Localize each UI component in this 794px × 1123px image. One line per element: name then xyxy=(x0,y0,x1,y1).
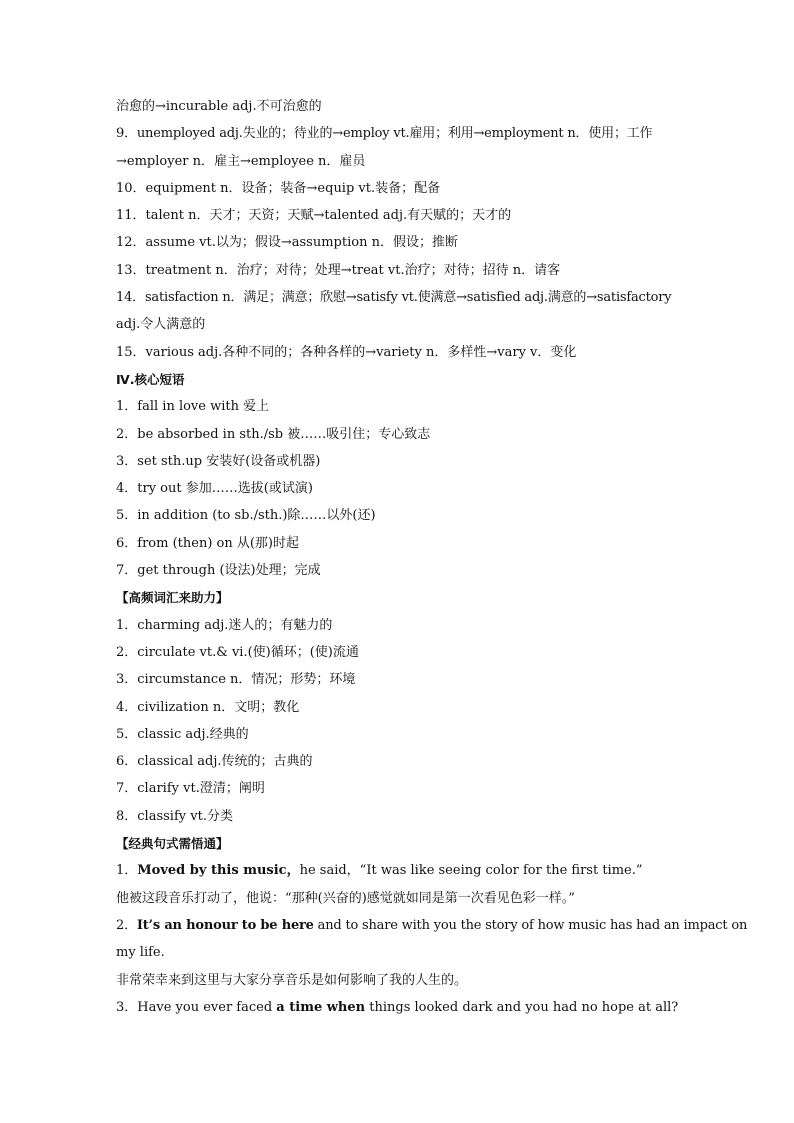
document-body xyxy=(116,93,748,1021)
phrase-item-2: 2．be absorbed in sth./sb 被……吸引住；专心致志 xyxy=(116,426,431,442)
sentence-2-continued: my life. xyxy=(116,945,165,961)
vocab-item-15: 15．various adj.各种不同的；各种各样的→variety n．多样性→vary v．变化 xyxy=(116,344,577,360)
phrase-item-5: 5．in addition (to sb./sth.)除……以外(还) xyxy=(116,508,376,524)
boost-item-5: 5．classic adj.经典的 xyxy=(116,726,249,742)
vocab-item-13: 13．treatment n．治疗；对待；处理→treat vt.治疗；对待；招待 n．请客 xyxy=(116,262,561,278)
boost-item-6: 6．classical adj.传统的；古典的 xyxy=(116,754,313,770)
sentence-1-translation: 他被这段音乐打动了，他说：“那种(兴奋的)感觉就如同是第一次看见色彩一样。” xyxy=(116,890,575,906)
vocab-item-11: 11．talent n．天才；天资；天赋→talented adj.有天赋的；天才的 xyxy=(116,208,512,224)
sentence-key-phrase: a time when xyxy=(276,999,366,1015)
section-heading-phrases: Ⅳ.核心短语 xyxy=(116,371,185,387)
sentence-text: things looked dark and you had no hope at all? xyxy=(365,999,679,1015)
vocab-item-14: 14．satisfaction n．满足；满意；欣慰→satisfy vt.使满意→satisfied adj.满意的→satisfactory xyxy=(116,290,672,306)
sentence-1 xyxy=(116,857,682,884)
sentence-key-phrase: Moved by this music， xyxy=(137,863,300,879)
sentence-2-translation: 非常荣幸来到这里与大家分享音乐是如何影响了我的人生的。 xyxy=(116,972,468,988)
phrase-item-1: 1．fall in love with 爱上 xyxy=(116,399,270,415)
sentence-2 xyxy=(116,912,748,939)
vocab-item-12: 12．assume vt.以为；假设→assumption n．假设；推断 xyxy=(116,235,458,251)
boost-item-8: 8．classify vt.分类 xyxy=(116,808,233,824)
sentence-key-phrase: It’s an honour to be here xyxy=(136,917,314,933)
boost-item-2: 2．circulate vt.& vi.(使)循环；(使)流通 xyxy=(116,644,359,660)
text-line: 治愈的→incurable adj.不可治愈的 xyxy=(116,99,322,114)
sentence-3 xyxy=(116,994,682,1021)
vocab-item-10: 10．equipment n．设备；装备→equip vt.装备；配备 xyxy=(116,180,441,196)
sentence-number: 1． xyxy=(116,863,138,879)
sentence-number: 3． xyxy=(116,999,138,1015)
boost-item-7: 7．clarify vt.澄清；阐明 xyxy=(116,781,265,797)
sentence-text: Have you ever faced xyxy=(137,999,277,1015)
vocab-item-9: 9．unemployed adj.失业的；待业的→employ vt.雇用；利用→employment n．使用；工作 xyxy=(116,126,653,142)
boost-item-4: 4．civilization n．文明；教化 xyxy=(116,699,300,715)
boost-item-3: 3．circumstance n．情况；形势；环境 xyxy=(116,672,356,688)
phrase-item-3: 3．set sth.up 安装好(设备或机器) xyxy=(116,453,321,469)
section-heading-vocab-boost: 【高频词汇来助力】 xyxy=(116,590,229,606)
vocab-item-9-continued: →employer n．雇主→employee n．雇员 xyxy=(116,153,366,169)
sentence-number: 2． xyxy=(116,917,137,933)
vocab-item-14-continued: adj.令人满意的 xyxy=(116,317,206,333)
sentence-text: and to share with you the story of how music has had an impact on xyxy=(313,917,748,933)
sentence-text: he said，“It was like seeing color for the first time.” xyxy=(299,863,643,879)
section-heading-sentences: 【经典句式需悟通】 xyxy=(116,836,229,852)
boost-item-1: 1．charming adj.迷人的；有魅力的 xyxy=(116,617,333,633)
phrase-item-6: 6．from (then) on 从(那)时起 xyxy=(116,535,299,551)
phrase-item-4: 4．try out 参加……选拔(或试演) xyxy=(116,481,313,497)
phrase-item-7: 7．get through (设法)处理；完成 xyxy=(116,563,321,579)
